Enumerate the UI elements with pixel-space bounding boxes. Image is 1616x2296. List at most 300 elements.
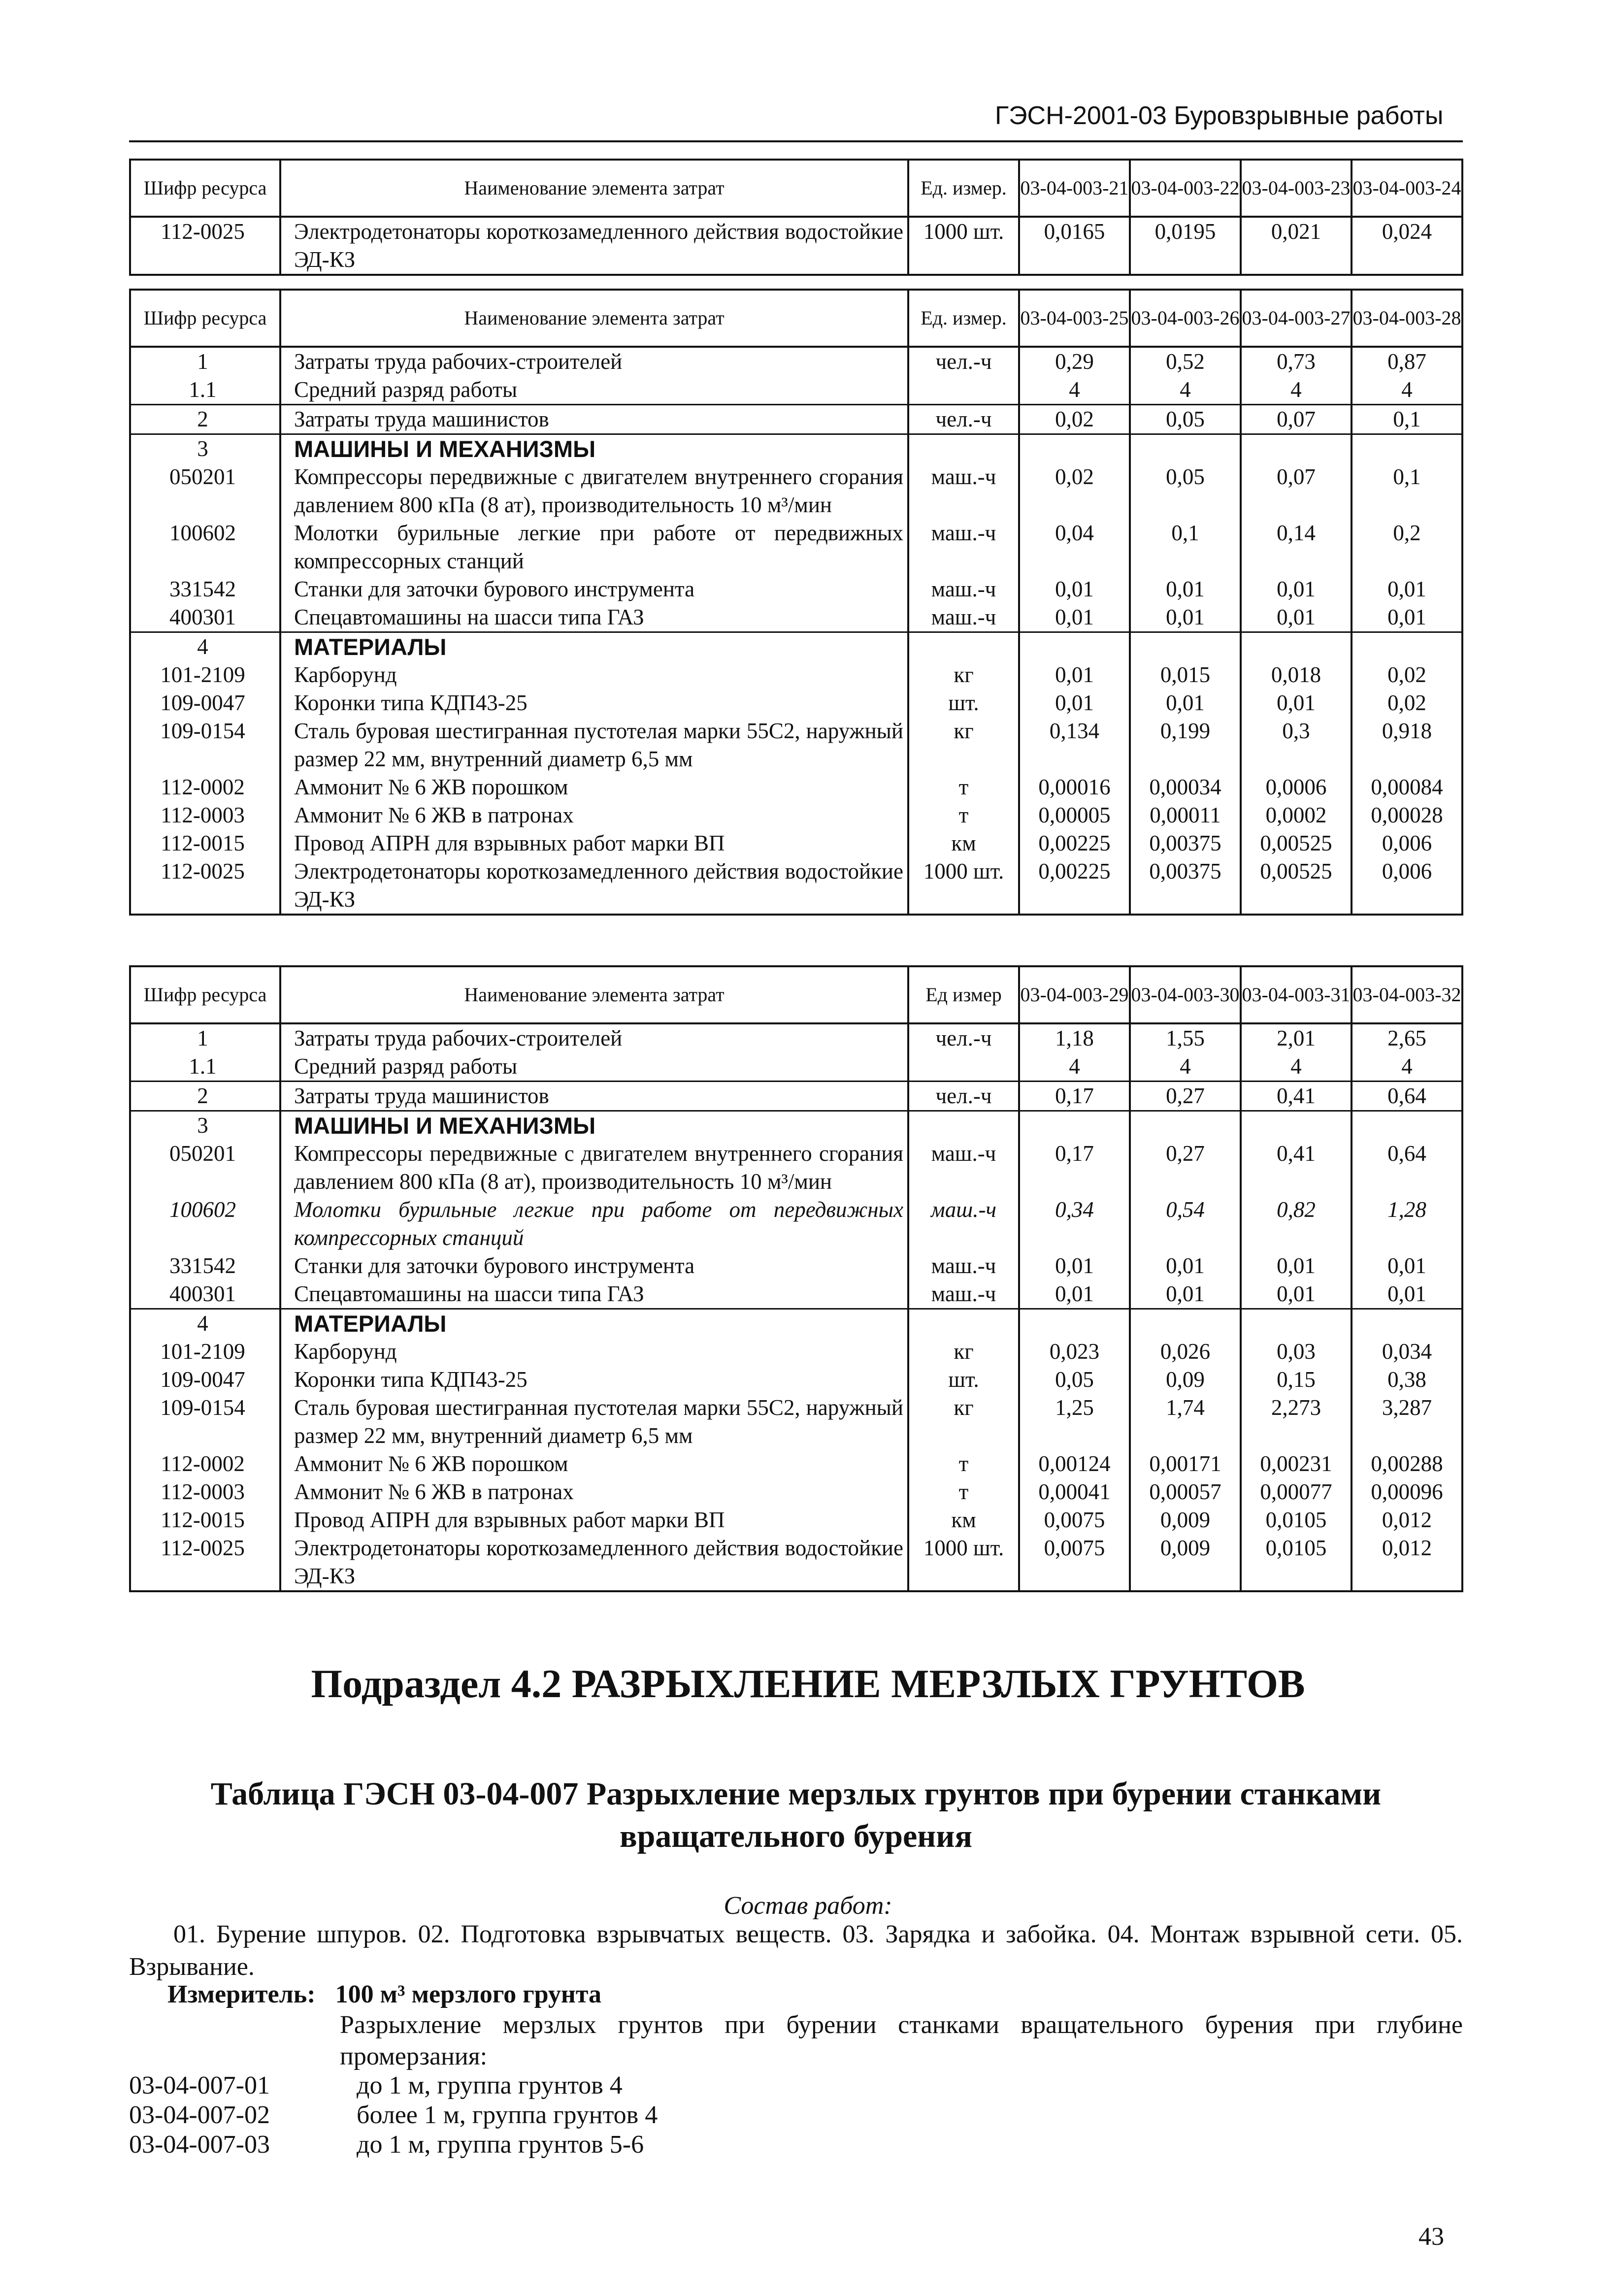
unit: чел.-ч xyxy=(908,1082,1019,1111)
resource-name: Аммонит № 6 ЖВ в патронах xyxy=(280,801,908,829)
variant-text: до 1 м, группа грунтов 5-6 xyxy=(357,2131,644,2159)
resource-name: Аммонит № 6 ЖВ порошком xyxy=(280,773,908,801)
resource-name: Коронки типа КДП43-25 xyxy=(280,1366,908,1394)
table-row xyxy=(130,1280,1462,1309)
resource-code: 4 xyxy=(130,632,280,661)
resource-code: 112-0015 xyxy=(130,1506,280,1534)
resource-name: МАШИНЫ И МЕХАНИЗМЫ xyxy=(280,434,908,463)
table-row xyxy=(130,1338,1462,1366)
table-row xyxy=(130,801,1462,829)
norm-value: 0,00375 xyxy=(1130,857,1241,915)
norm-value: 0,00225 xyxy=(1019,829,1130,857)
norm-value: 3,287 xyxy=(1352,1394,1462,1450)
resource-code: 112-0025 xyxy=(130,857,280,915)
norm-value: 0,009 xyxy=(1130,1534,1241,1591)
norm-value: 0,00096 xyxy=(1352,1478,1462,1506)
norm-value: 0,0006 xyxy=(1241,773,1352,801)
norm-value: 0,00041 xyxy=(1019,1478,1130,1506)
norm-value: 0,00011 xyxy=(1130,801,1241,829)
unit: шт. xyxy=(908,1366,1019,1394)
norm-value: 0,01 xyxy=(1130,1280,1241,1309)
unit xyxy=(908,632,1019,661)
table-row xyxy=(130,1534,1462,1591)
norm-value: 0,0195 xyxy=(1130,217,1241,275)
variant-row xyxy=(129,2130,644,2159)
header-cell: 03-04-003-27 xyxy=(1241,290,1352,347)
norm-value: 2,273 xyxy=(1241,1394,1352,1450)
measure-value: 100 м³ мерзлого грунта xyxy=(335,1980,602,2008)
header-cell: Ед. измер. xyxy=(908,290,1019,347)
norm-value: 4 xyxy=(1352,376,1462,405)
norm-value: 0,00084 xyxy=(1352,773,1462,801)
norm-value: 0,01 xyxy=(1019,1280,1130,1309)
unit: 1000 шт. xyxy=(908,217,1019,275)
norm-value: 0,01 xyxy=(1019,603,1130,632)
header-cell: Шифр ресурса xyxy=(130,160,280,217)
resource-name: Затраты труда машинистов xyxy=(280,1082,908,1111)
table-row xyxy=(130,717,1462,773)
norm-value: 0,009 xyxy=(1130,1506,1241,1534)
norm-value xyxy=(1130,434,1241,463)
table-row xyxy=(130,1394,1462,1450)
norm-value: 0,00225 xyxy=(1019,857,1130,915)
norm-value: 0,05 xyxy=(1130,463,1241,519)
norm-value: 0,01 xyxy=(1130,689,1241,717)
resource-name: Молотки бурильные легкие при работе от передвижных компрессорных станций xyxy=(280,1196,908,1252)
norm-value: 0,134 xyxy=(1019,717,1130,773)
norm-value: 0,0165 xyxy=(1019,217,1130,275)
resource-code: 331542 xyxy=(130,1252,280,1280)
norm-value: 2,01 xyxy=(1241,1023,1352,1052)
unit xyxy=(908,376,1019,405)
norm-value: 0,918 xyxy=(1352,717,1462,773)
norm-value: 0,3 xyxy=(1241,717,1352,773)
unit: кг xyxy=(908,1338,1019,1366)
norm-value: 0,01 xyxy=(1241,1252,1352,1280)
unit: маш.-ч xyxy=(908,1252,1019,1280)
norm-value: 0,2 xyxy=(1352,519,1462,575)
resource-code: 112-0002 xyxy=(130,1450,280,1478)
norm-value: 0,01 xyxy=(1019,689,1130,717)
unit: чел.-ч xyxy=(908,1023,1019,1052)
resource-name: Электродетонаторы короткозамедленного действия водостойкие ЭД-КЗ xyxy=(280,857,908,915)
table-row xyxy=(130,689,1462,717)
norm-value: 4 xyxy=(1019,376,1130,405)
measure-label: Измеритель: xyxy=(167,1980,316,2008)
table-row xyxy=(130,1196,1462,1252)
norm-value xyxy=(1019,1309,1130,1338)
norm-value: 0,00231 xyxy=(1241,1450,1352,1478)
norm-value xyxy=(1019,632,1130,661)
header-cell: Шифр ресурса xyxy=(130,290,280,347)
header-cell: Ед измер xyxy=(908,966,1019,1023)
resource-code: 1.1 xyxy=(130,1052,280,1082)
norm-value: 0,01 xyxy=(1241,575,1352,603)
resource-name: Спецавтомашины на шасси типа ГАЗ xyxy=(280,1280,908,1309)
resource-name: МАШИНЫ И МЕХАНИЗМЫ xyxy=(280,1111,908,1140)
resource-name: Сталь буровая шестигранная пустотелая марки 55С2, наружный размер 22 мм, внутренний диаметр 6,5 мм xyxy=(280,717,908,773)
table-row xyxy=(130,773,1462,801)
unit: кг xyxy=(908,717,1019,773)
header-cell: 03-04-003-22 xyxy=(1130,160,1241,217)
unit: т xyxy=(908,801,1019,829)
unit: маш.-ч xyxy=(908,463,1019,519)
norm-value: 0,05 xyxy=(1130,405,1241,434)
resource-name: Электродетонаторы короткозамедленного действия водостойкие ЭД-КЗ xyxy=(280,1534,908,1591)
resource-name: Затраты труда машинистов xyxy=(280,405,908,434)
norm-value xyxy=(1352,632,1462,661)
table-row xyxy=(130,376,1462,405)
works-text: 01. Бурение шпуров. 02. Подготовка взрывчатых веществ. 03. Зарядка и забойка. 04. Монтаж взрывной сети. 05. Взрывание. xyxy=(129,1920,1463,1981)
unit: маш.-ч xyxy=(908,575,1019,603)
norm-value: 0,00005 xyxy=(1019,801,1130,829)
norm-value: 1,25 xyxy=(1019,1394,1130,1450)
norm-value: 0,0105 xyxy=(1241,1506,1352,1534)
norm-value: 1,18 xyxy=(1019,1023,1130,1052)
norm-value: 0,54 xyxy=(1130,1196,1241,1252)
norm-value: 0,012 xyxy=(1352,1506,1462,1534)
norm-value: 0,15 xyxy=(1241,1366,1352,1394)
table-row xyxy=(130,463,1462,519)
norm-value: 0,1 xyxy=(1352,405,1462,434)
norm-value xyxy=(1352,1111,1462,1140)
norm-value: 0,01 xyxy=(1019,661,1130,689)
norm-value: 0,82 xyxy=(1241,1196,1352,1252)
unit: 1000 шт. xyxy=(908,1534,1019,1591)
table-row xyxy=(130,1478,1462,1506)
table-row xyxy=(130,1023,1462,1052)
resource-name: Карборунд xyxy=(280,1338,908,1366)
unit: маш.-ч xyxy=(908,1140,1019,1196)
resource-code: 109-0154 xyxy=(130,1394,280,1450)
resource-name: Провод АПРН для взрывных работ марки ВП xyxy=(280,1506,908,1534)
resource-code: 101-2109 xyxy=(130,661,280,689)
norm-value: 0,03 xyxy=(1241,1338,1352,1366)
unit: кг xyxy=(908,1394,1019,1450)
norm-value: 0,02 xyxy=(1352,661,1462,689)
table-row xyxy=(130,1140,1462,1196)
table-row xyxy=(130,1082,1462,1111)
norm-value: 0,02 xyxy=(1352,689,1462,717)
norm-value: 1,28 xyxy=(1352,1196,1462,1252)
norm-value: 0,034 xyxy=(1352,1338,1462,1366)
running-head: ГЭСН-2001-03 Буровзрывные работы xyxy=(995,101,1444,130)
resource-name: Провод АПРН для взрывных работ марки ВП xyxy=(280,829,908,857)
norm-value: 0,02 xyxy=(1019,463,1130,519)
resource-code: 100602 xyxy=(130,519,280,575)
table-row xyxy=(130,217,1462,275)
norm-value: 0,14 xyxy=(1241,519,1352,575)
unit: маш.-ч xyxy=(908,1280,1019,1309)
norm-value: 0,1 xyxy=(1352,463,1462,519)
resource-code: 112-0003 xyxy=(130,801,280,829)
norm-value: 0,01 xyxy=(1019,1252,1130,1280)
norm-value: 4 xyxy=(1241,376,1352,405)
header-cell: 03-04-003-23 xyxy=(1241,160,1352,217)
norm-value: 0,0075 xyxy=(1019,1534,1130,1591)
resource-code: 112-0025 xyxy=(130,217,280,275)
resource-code: 400301 xyxy=(130,603,280,632)
header-cell: 03-04-003-24 xyxy=(1352,160,1462,217)
norm-value xyxy=(1130,1111,1241,1140)
table-row xyxy=(130,1111,1462,1140)
norm-value: 0,07 xyxy=(1241,463,1352,519)
table-row xyxy=(130,1052,1462,1082)
norm-value xyxy=(1241,1309,1352,1338)
table-row xyxy=(130,519,1462,575)
unit: т xyxy=(908,1478,1019,1506)
resource-code: 1 xyxy=(130,347,280,376)
unit: маш.-ч xyxy=(908,519,1019,575)
unit: 1000 шт. xyxy=(908,857,1019,915)
norm-value: 0,0105 xyxy=(1241,1534,1352,1591)
resource-code: 331542 xyxy=(130,575,280,603)
norm-value: 0,52 xyxy=(1130,347,1241,376)
resource-name: Коронки типа КДП43-25 xyxy=(280,689,908,717)
resource-name: Электродетонаторы короткозамедленного действия водостойкие ЭД-КЗ xyxy=(280,217,908,275)
norm-value: 0,01 xyxy=(1130,1252,1241,1280)
table-row xyxy=(130,661,1462,689)
unit: км xyxy=(908,1506,1019,1534)
resource-code: 3 xyxy=(130,1111,280,1140)
table-row xyxy=(130,1252,1462,1280)
norm-value: 0,00171 xyxy=(1130,1450,1241,1478)
header-cell: Шифр ресурса xyxy=(130,966,280,1023)
norm-value: 1,55 xyxy=(1130,1023,1241,1052)
resource-table-3 xyxy=(129,965,1463,1592)
unit: т xyxy=(908,773,1019,801)
norm-value: 0,026 xyxy=(1130,1338,1241,1366)
resource-name: Карборунд xyxy=(280,661,908,689)
norm-value: 0,006 xyxy=(1352,829,1462,857)
table-row xyxy=(130,347,1462,376)
resource-code: 112-0015 xyxy=(130,829,280,857)
norm-value: 0,00375 xyxy=(1130,829,1241,857)
resource-table-1 xyxy=(129,159,1463,276)
norm-value: 4 xyxy=(1019,1052,1130,1082)
variants-description: Разрыхление мерзлых грунтов при бурении станками вращательного бурения при глубине промерзания: xyxy=(340,2011,1463,2070)
norm-value: 0,0002 xyxy=(1241,801,1352,829)
variant-row xyxy=(129,2071,623,2100)
norm-value: 0,87 xyxy=(1352,347,1462,376)
norm-value: 0,05 xyxy=(1019,1366,1130,1394)
norm-value: 0,015 xyxy=(1130,661,1241,689)
unit: шт. xyxy=(908,689,1019,717)
unit: чел.-ч xyxy=(908,347,1019,376)
norm-value: 0,00016 xyxy=(1019,773,1130,801)
unit xyxy=(908,434,1019,463)
resource-name: Средний разряд работы xyxy=(280,1052,908,1082)
norm-value: 0,00077 xyxy=(1241,1478,1352,1506)
norm-value: 0,01 xyxy=(1352,1252,1462,1280)
norm-value xyxy=(1352,1309,1462,1338)
norm-value: 0,09 xyxy=(1130,1366,1241,1394)
norm-value: 0,01 xyxy=(1241,1280,1352,1309)
page-number: 43 xyxy=(1418,2223,1444,2251)
norm-value xyxy=(1019,1111,1130,1140)
norm-value: 0,41 xyxy=(1241,1140,1352,1196)
table-row xyxy=(130,1506,1462,1534)
unit xyxy=(908,1309,1019,1338)
unit: маш.-ч xyxy=(908,603,1019,632)
resource-name: МАТЕРИАЛЫ xyxy=(280,632,908,661)
resource-name: Станки для заточки бурового инструмента xyxy=(280,575,908,603)
unit: км xyxy=(908,829,1019,857)
resource-code: 112-0025 xyxy=(130,1534,280,1591)
header-cell: 03-04-003-32 xyxy=(1352,966,1462,1023)
resource-name: Компрессоры передвижные с двигателем внутреннего сгорания давлением 800 кПа (8 ат), производительность 10 м³/мин xyxy=(280,1140,908,1196)
norm-value: 0,00525 xyxy=(1241,857,1352,915)
norm-value: 0,34 xyxy=(1019,1196,1130,1252)
resource-code: 101-2109 xyxy=(130,1338,280,1366)
norm-value: 0,1 xyxy=(1130,519,1241,575)
norm-value: 0,04 xyxy=(1019,519,1130,575)
resource-code: 1.1 xyxy=(130,376,280,405)
header-cell: 03-04-003-25 xyxy=(1019,290,1130,347)
resource-name: Аммонит № 6 ЖВ порошком xyxy=(280,1450,908,1478)
norm-value xyxy=(1352,434,1462,463)
resource-code: 112-0002 xyxy=(130,773,280,801)
resource-code: 4 xyxy=(130,1309,280,1338)
norm-value: 0,38 xyxy=(1352,1366,1462,1394)
norm-value: 0,00028 xyxy=(1352,801,1462,829)
unit: т xyxy=(908,1450,1019,1478)
resource-code: 3 xyxy=(130,434,280,463)
norm-value: 0,023 xyxy=(1019,1338,1130,1366)
resource-code: 2 xyxy=(130,1082,280,1111)
header-cell: Наименование элемента затрат xyxy=(280,966,908,1023)
norm-value: 4 xyxy=(1241,1052,1352,1082)
resource-code: 050201 xyxy=(130,1140,280,1196)
resource-code: 109-0047 xyxy=(130,689,280,717)
norm-value: 0,17 xyxy=(1019,1140,1130,1196)
norm-value: 0,0075 xyxy=(1019,1506,1130,1534)
table-row xyxy=(130,1366,1462,1394)
norm-value xyxy=(1241,434,1352,463)
header-cell: 03-04-003-31 xyxy=(1241,966,1352,1023)
resource-name: Затраты труда рабочих-строителей xyxy=(280,1023,908,1052)
norm-value: 0,29 xyxy=(1019,347,1130,376)
norm-value: 0,00124 xyxy=(1019,1450,1130,1478)
norm-value: 0,17 xyxy=(1019,1082,1130,1111)
table-title: Таблица ГЭСН 03-04-007 Разрыхление мерзлых грунтов при бурении станками вращательного бурения xyxy=(210,1776,1382,1854)
header-cell: Наименование элемента затрат xyxy=(280,290,908,347)
measure-line xyxy=(167,1980,601,2009)
norm-value: 0,01 xyxy=(1019,575,1130,603)
norm-value: 0,64 xyxy=(1352,1140,1462,1196)
norm-value: 0,00525 xyxy=(1241,829,1352,857)
variant-text: до 1 м, группа грунтов 4 xyxy=(357,2071,623,2099)
resource-code: 109-0047 xyxy=(130,1366,280,1394)
table-row xyxy=(130,405,1462,434)
norm-value xyxy=(1019,434,1130,463)
table-row xyxy=(130,603,1462,632)
resource-name: Станки для заточки бурового инструмента xyxy=(280,1252,908,1280)
unit: маш.-ч xyxy=(908,1196,1019,1252)
resource-name: Компрессоры передвижные с двигателем внутреннего сгорания давлением 800 кПа (8 ат), производительность 10 м³/мин xyxy=(280,463,908,519)
resource-name: Аммонит № 6 ЖВ в патронах xyxy=(280,1478,908,1506)
resource-name: Спецавтомашины на шасси типа ГАЗ xyxy=(280,603,908,632)
norm-value: 4 xyxy=(1352,1052,1462,1082)
resource-name: Затраты труда рабочих-строителей xyxy=(280,347,908,376)
table-row xyxy=(130,575,1462,603)
resource-name: МАТЕРИАЛЫ xyxy=(280,1309,908,1338)
resource-name: Молотки бурильные легкие при работе от передвижных компрессорных станций xyxy=(280,519,908,575)
resource-code: 100602 xyxy=(130,1196,280,1252)
norm-value: 0,73 xyxy=(1241,347,1352,376)
norm-value: 0,07 xyxy=(1241,405,1352,434)
table-row xyxy=(130,434,1462,463)
norm-value: 2,65 xyxy=(1352,1023,1462,1052)
header-cell: Ед. измер. xyxy=(908,160,1019,217)
norm-value: 0,02 xyxy=(1019,405,1130,434)
norm-value: 0,01 xyxy=(1241,603,1352,632)
variant-text: более 1 м, группа грунтов 4 xyxy=(357,2101,658,2129)
norm-value: 0,021 xyxy=(1241,217,1352,275)
resource-code: 112-0003 xyxy=(130,1478,280,1506)
norm-value: 0,00057 xyxy=(1130,1478,1241,1506)
resource-code: 050201 xyxy=(130,463,280,519)
norm-value: 0,27 xyxy=(1130,1082,1241,1111)
norm-value: 0,27 xyxy=(1130,1140,1241,1196)
norm-value: 0,024 xyxy=(1352,217,1462,275)
table-row xyxy=(130,829,1462,857)
unit: кг xyxy=(908,661,1019,689)
unit: чел.-ч xyxy=(908,405,1019,434)
resource-name: Сталь буровая шестигранная пустотелая марки 55С2, наружный размер 22 мм, внутренний диаметр 6,5 мм xyxy=(280,1394,908,1450)
norm-value: 0,012 xyxy=(1352,1534,1462,1591)
works-caption: Состав работ: xyxy=(724,1892,892,1920)
header-cell: Наименование элемента затрат xyxy=(280,160,908,217)
norm-value: 0,006 xyxy=(1352,857,1462,915)
norm-value: 0,01 xyxy=(1352,1280,1462,1309)
header-cell: 03-04-003-30 xyxy=(1130,966,1241,1023)
norm-value: 0,00034 xyxy=(1130,773,1241,801)
resource-code: 1 xyxy=(130,1023,280,1052)
norm-value: 1,74 xyxy=(1130,1394,1241,1450)
variant-code: 03-04-007-02 xyxy=(129,2101,270,2129)
table-row xyxy=(130,857,1462,915)
norm-value: 0,41 xyxy=(1241,1082,1352,1111)
variant-code: 03-04-007-03 xyxy=(129,2131,270,2159)
norm-value xyxy=(1241,1111,1352,1140)
variant-code: 03-04-007-01 xyxy=(129,2071,270,2099)
norm-value: 4 xyxy=(1130,1052,1241,1082)
resource-code: 109-0154 xyxy=(130,717,280,773)
norm-value: 0,64 xyxy=(1352,1082,1462,1111)
norm-value: 0,01 xyxy=(1352,603,1462,632)
norm-value: 0,01 xyxy=(1130,603,1241,632)
unit xyxy=(908,1111,1019,1140)
unit xyxy=(908,1052,1019,1082)
table-row xyxy=(130,632,1462,661)
norm-value: 0,018 xyxy=(1241,661,1352,689)
norm-value: 0,01 xyxy=(1241,689,1352,717)
resource-name: Средний разряд работы xyxy=(280,376,908,405)
resource-code: 400301 xyxy=(130,1280,280,1309)
norm-value xyxy=(1130,632,1241,661)
norm-value xyxy=(1130,1309,1241,1338)
norm-value xyxy=(1241,632,1352,661)
resource-table-2 xyxy=(129,289,1463,916)
table-row xyxy=(130,1309,1462,1338)
norm-value: 4 xyxy=(1130,376,1241,405)
table-row xyxy=(130,1450,1462,1478)
norm-value: 0,199 xyxy=(1130,717,1241,773)
header-cell: 03-04-003-26 xyxy=(1130,290,1241,347)
header-cell: 03-04-003-28 xyxy=(1352,290,1462,347)
header-rule xyxy=(129,140,1463,142)
